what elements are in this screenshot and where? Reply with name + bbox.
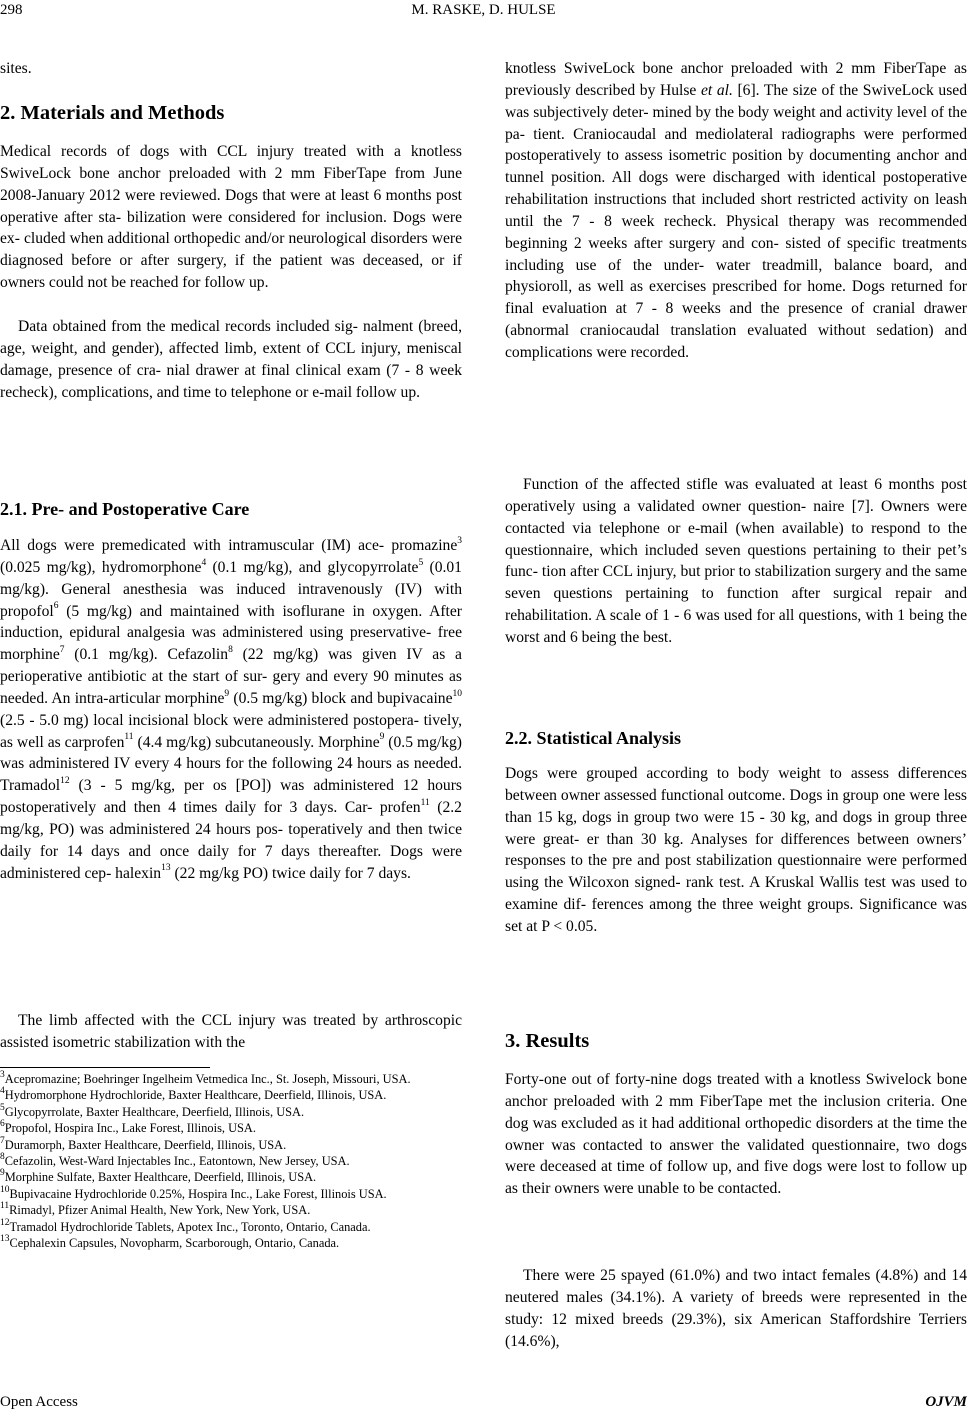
footnote-9: $^9$Morphine Sulfate, Baxter Healthcare, Deerfield, Illinois, USA.	[0, 1168, 317, 1185]
subsection-heading-statistical-analysis: 2.2. Statistical Analysis	[505, 728, 682, 748]
footer-journal-abbrev: OJVM	[925, 1394, 967, 1410]
paragraph-sites: sites.	[0, 60, 32, 77]
subsection-heading-care: 2.1. Pre- and Postoperative Care	[0, 499, 250, 519]
paragraph-results: Forty-one out of forty-nine dogs treated with a knotless Swivelock bone anchor preloaded with 2 mm FiberTape met the inclusion criteria. One dog was excluded as it had additional orthopedic disorders at the time the owner was contacted to answer the validated questionnaire, two dogs were deceased at time of follow up, and five dogs were lost to follow up as their owners were unable to be contacted.	[505, 1071, 967, 1198]
footer-open-access: Open Access	[0, 1394, 78, 1410]
footnote-7: $^7$Duramorph, Baxter Healthcare, Deerfield, Illinois, USA.	[0, 1135, 287, 1152]
footnote-12: $^{12}$Tramadol Hydrochloride Tablets, Apotex Inc., Toronto, Ontario, Canada.	[0, 1217, 371, 1234]
footnote-4: $^4$Hydromorphone Hydrochloride, Baxter Healthcare, Deerfield, Illinois, USA.	[0, 1086, 387, 1103]
footnote-divider	[0, 1067, 210, 1068]
paragraph-spayed: There were 25 spayed (61.0%) and two intact females (4.8%) and 14 neutered males (34.1%). A variety of breeds were represented in the study: 12 mixed breeds (29.3%), six American Staffordshire Terriers (14.6%),	[505, 1267, 967, 1350]
footnote-8: $^8$Cefazolin, West-Ward Injectables Inc., Eatontown, New Jersey, USA.	[0, 1151, 350, 1169]
section-heading-results: 3. Results	[505, 1030, 590, 1052]
paragraph-data-obtained: Data obtained from the medical records included sig- nalment (breed, age, weight, and gender), affected limb, extent of CCL injury, meniscal damage, presence of cra- nial drawer at final clinical exam (7 - 8 week recheck), complications, and time to telephone or e-mail follow up.	[0, 318, 462, 401]
footnotes	[0, 1071, 462, 1251]
paragraph-statistical-analysis: Dogs were grouped according to body weight to assess differences between owner assessed functional outcome. Dogs in group one were less than 15 kg, dogs in group two were 15 - 30 kg, and dogs in group three were great- er than 30 kg. Analyses for differences between owners’ responses to the pre and post stabilization questionnaire were performed using the Wilcoxon signed- rank test. A Kruskal Wallis test was used to examine dif- ferences among the three weight groups. Significance was set at P < 0.05.	[505, 765, 967, 935]
paragraph-function-evaluation: Function of the affected stifle was evaluated at least 6 months post operatively using a validated owner question- naire [7]. Owners were contacted via telephone or e-mail (when available) to respond to the questionnaire, which included seven questions pertaining to their pet’s func- tion after CCL injury, but prior to stabilization surgery and the same seven questions pertaining to function after surgical repair and rehabilitation. A scale of 1 - 6 was used for all questions, with 1 being the worst and 6 being the best.	[505, 476, 967, 646]
footnote-3: $^3$Acepromazine; Boehringer Ingelheim Vetmedica Inc., St. Joseph, Missouri, USA.	[0, 1069, 411, 1086]
footnote-11: $^{11}$Rimadyl, Pfizer Animal Health, New York, New York, USA.	[0, 1201, 311, 1218]
paragraph-limb-affected: The limb affected with the CCL injury was treated by arthroscopic assisted isometric stabilization with the	[0, 1012, 462, 1051]
paragraph-medical-records: Medical records of dogs with CCL injury treated with a knotless SwiveLock bone anchor preloaded with 2 mm FiberTape from June 2008-January 2012 were reviewed. Dogs that were at least 6 months post operative after sta- bilization were considered for inclusion. Dogs were ex- cluded when additional orthopedic and/or neurological disorders were diagnosed before or after surgery, if the patient was deceased, or if owners could not be reached for follow up.	[0, 143, 462, 292]
paragraph-knotless-swivelock: knotless SwiveLock bone anchor preloaded with 2 mm FiberTape as previously described by Hulse et al. [6]. The size of the SwiveLock used was subjectively deter- mined by the body weight and activity level of the pa- tient. Craniocaudal and mediolateral radiographs were performed postoperatively to assess isometric position by documenting anchor and tunnel position. All dogs were discharged with identical postoperative rehabilitation instructions that included short restricted activity on leash until the 7 - 8 week recheck. Physical therapy was recommended beginning 2 weeks after surgery and con- sisted of specific treatments including use of the under- water treadmill, balance board, and physioroll, as well as exercises prescribed for home. Dogs returned for final evaluation at 7 - 8 weeks and the presence of cranial drawer (abnormal craniocaudal translation evaluated without sedation) and complications were recorded.	[505, 60, 967, 361]
footnote-5: $^5$Glycopyrrolate, Baxter Healthcare, Deerfield, Illinois, USA.	[0, 1102, 305, 1119]
footnote-13: $^{13}$Cephalexin Capsules, Novopharm, Scarborough, Ontario, Canada.	[0, 1233, 340, 1251]
section-heading-materials-methods: 2. Materials and Methods	[0, 102, 225, 124]
footnote-10: $^{10}$Bupivacaine Hydrochloride 0.25%, Hospira Inc., Lake Forest, Illinois USA.	[0, 1184, 387, 1201]
footnote-6: $^6$Propofol, Hospira Inc., Lake Forest, Illinois, USA.	[0, 1119, 256, 1136]
paragraph-premedication: All dogs were premedicated with intramuscular (IM) ace- promazine$^3$ (0.025 mg/kg), hydromorphone$^4$ (0.1 mg/kg), and glycopyrrolate$^5$ (0.01 mg/kg). General anesthesia was induced intravenously (IV) with propofol$^6$ (5 mg/kg) and maintained with isoflurane in oxygen. After induction, epidural analgesia was administered using preservative- free morphine$^7$ (0.1 mg/kg). Cefazolin$^8$ (22 mg/kg) was given IV as a perioperative antibiotic at the start of sur- gery and every 90 minutes as needed. An intra-articular morphine$^9$ (0.5 mg/kg) block and bupivacaine$^{10}$ (2.5 - 5.0 mg) local incisional block were administered postopera- tively, as well as carprofen$^{11}$ (4.4 mg/kg) subcutaneously. Morphine$^9$ (0.5 mg/kg) was administered IV every 4 hours for the following 24 hours as needed. Tramadol$^{12}$ (3 - 5 mg/kg, per os [PO]) was administered 12 hours postoperatively and then 4 times daily for 3 days. Car- profen$^{11}$ (2.2 mg/kg, PO) was administered 24 hours pos- toperatively and then twice daily for 14 days and once daily for 7 days thereafter. Dogs were administered cep- halexin$^{13}$ (22 mg/kg PO) twice daily for 7 days.	[0, 535, 463, 882]
page-number: 298	[0, 2, 23, 18]
running-header-authors: M. RASKE, D. HULSE	[411, 2, 556, 18]
